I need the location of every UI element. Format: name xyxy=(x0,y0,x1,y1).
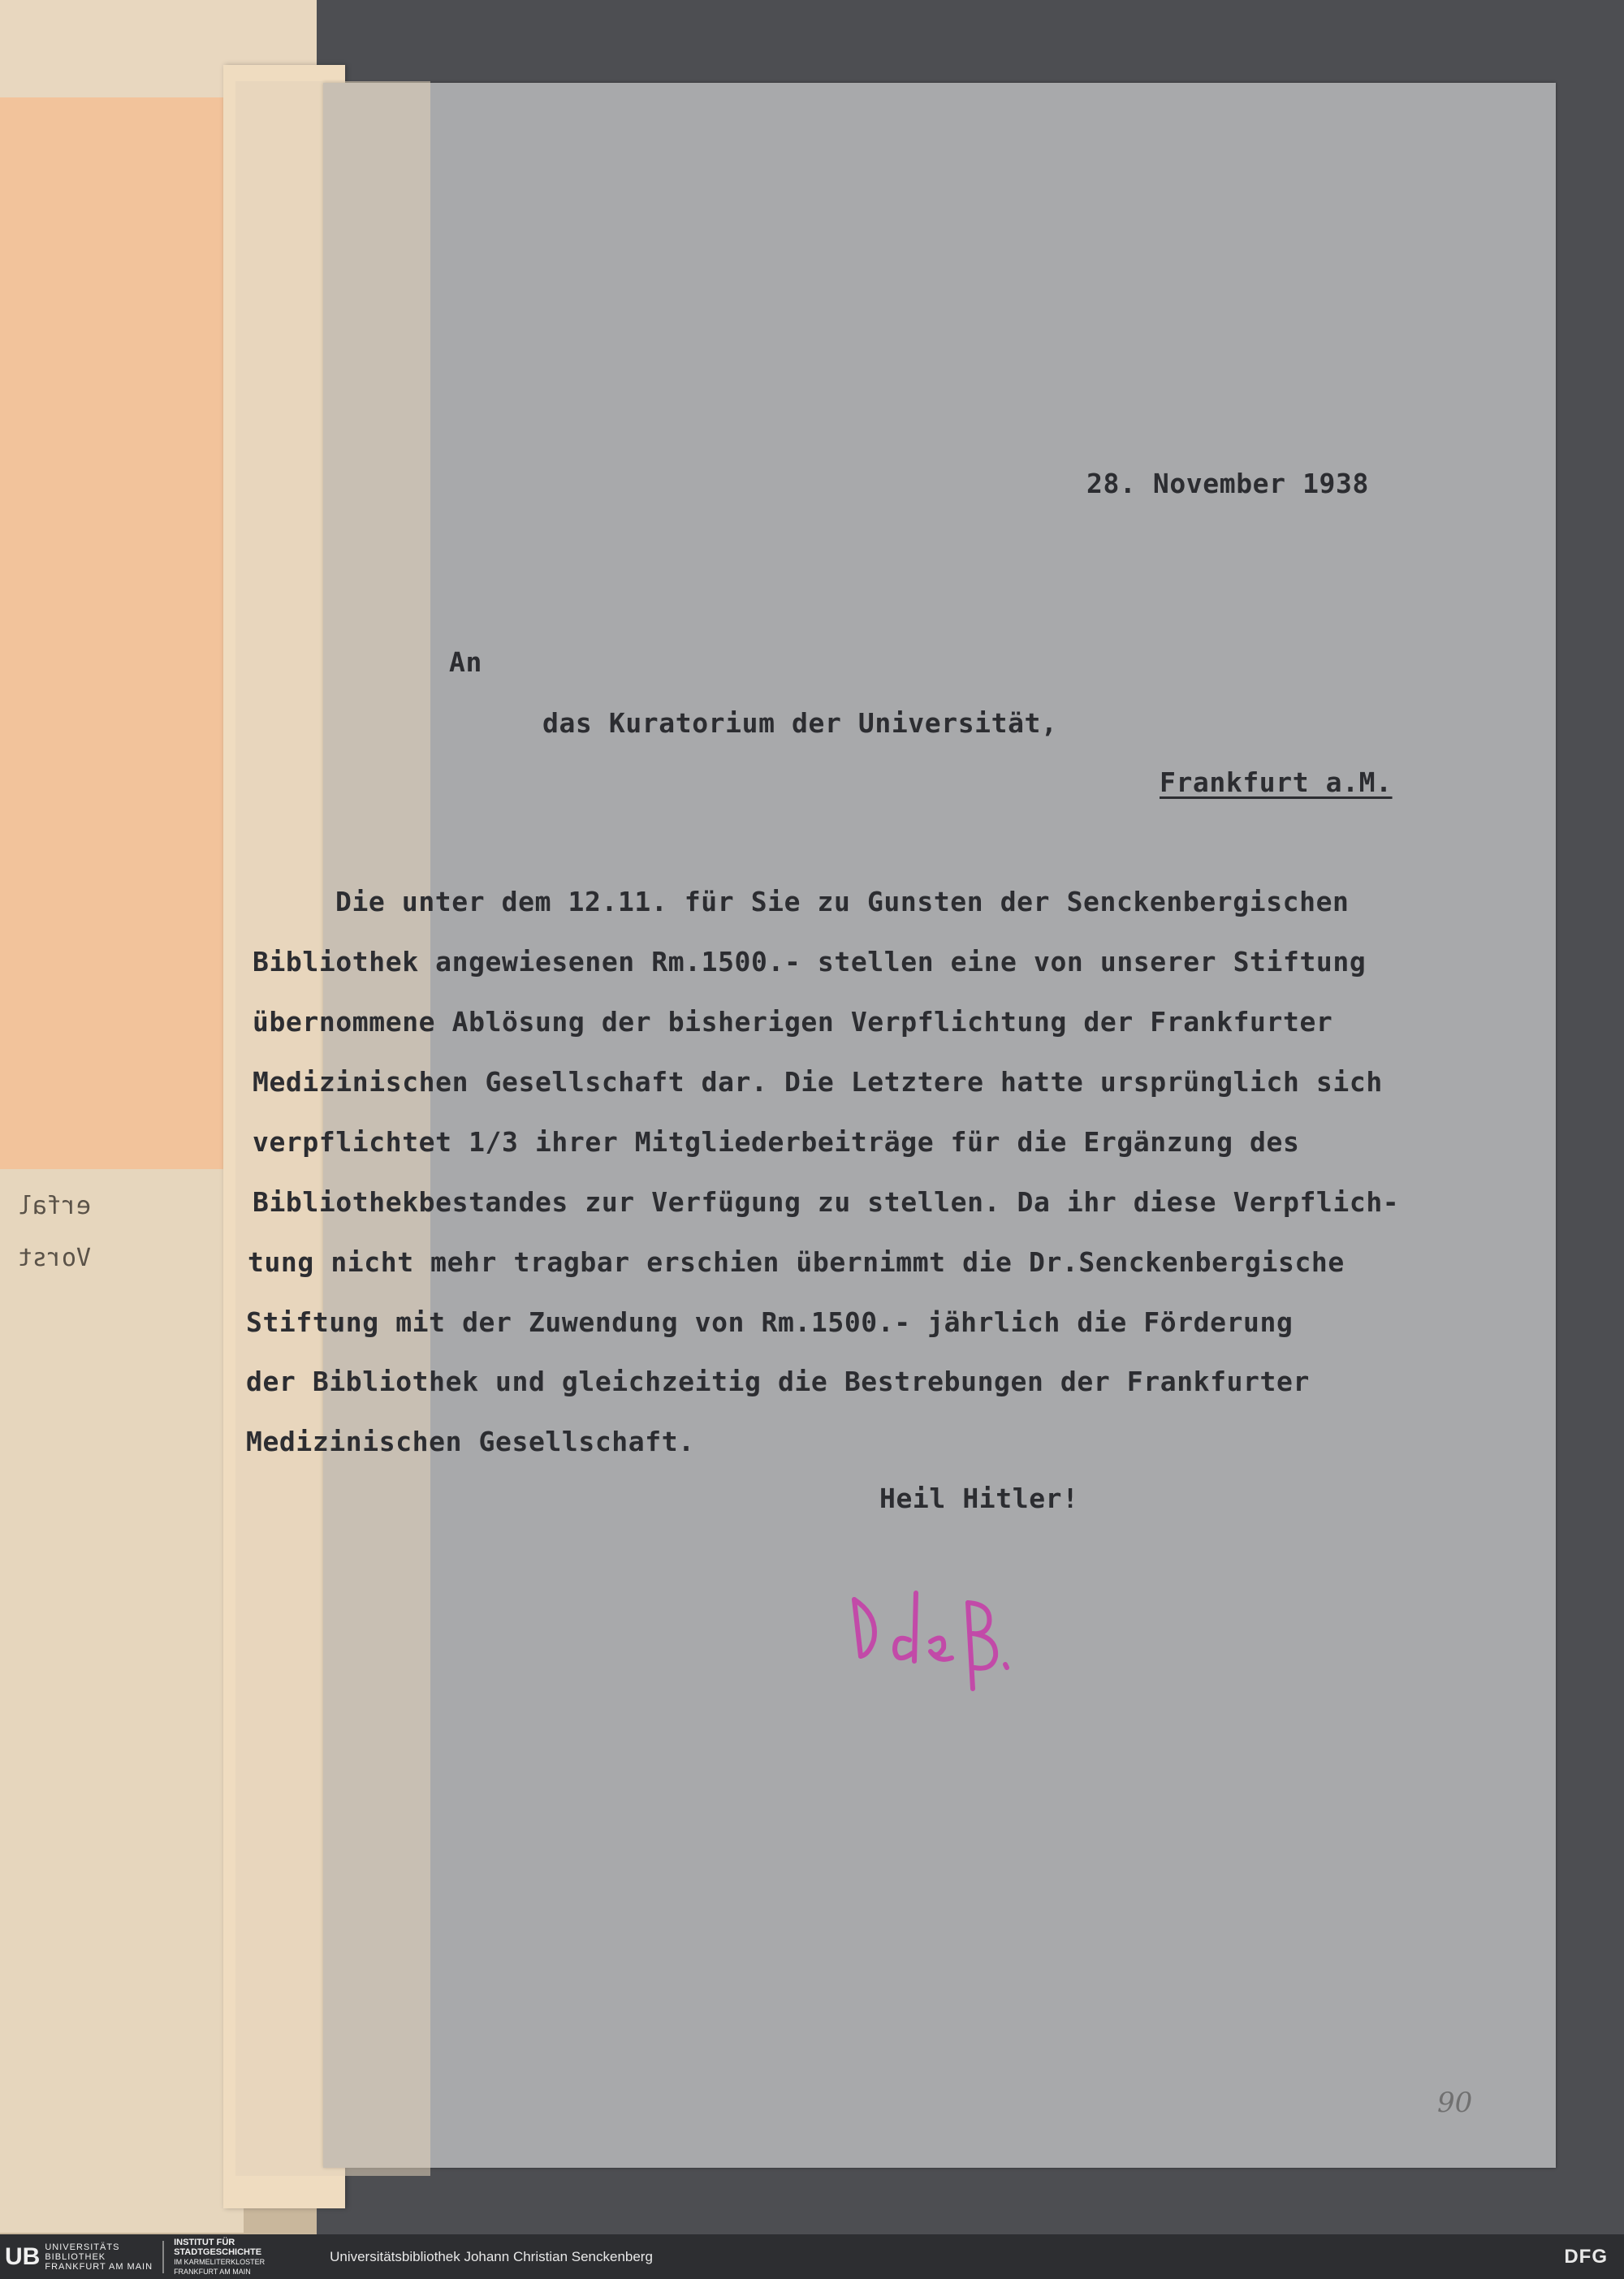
letter-date: 28. November 1938 xyxy=(1086,468,1369,499)
underlying-orange-sheet xyxy=(0,97,244,1185)
underlying-sheet xyxy=(0,1169,244,2233)
footer-bar xyxy=(0,2234,1624,2279)
body-line: tung nicht mehr tragbar erschien übernimmt die Dr.Senckenbergische xyxy=(248,1246,1345,1278)
body-line: Medizinischen Gesellschaft dar. Die Letztere hatte ursprünglich sich xyxy=(253,1066,1383,1098)
ub-name-line: FRANKFURT AM MAIN xyxy=(45,2261,153,2272)
isg-line: FRANKFURT AM MAIN xyxy=(174,2267,251,2276)
letter-page xyxy=(323,83,1556,2168)
body-line: Medizinischen Gesellschaft. xyxy=(246,1426,695,1457)
recipient-city: Frankfurt a.M. xyxy=(1160,766,1393,798)
body-line: übernommene Ablösung der bisherigen Verpflichtung der Frankfurter xyxy=(253,1006,1333,1038)
ub-logo xyxy=(5,2242,153,2272)
isg-line: INSTITUT FÜR xyxy=(174,2237,235,2247)
body-line: Stiftung mit der Zuwendung von Rm.1500.- jährlich die Förderung xyxy=(246,1306,1294,1338)
isg-line: IM KARMELITERKLOSTER xyxy=(174,2257,266,2266)
page-number: 90 xyxy=(1437,2087,1473,2119)
ub-name-line: UNIVERSITÄTS xyxy=(45,2242,120,2252)
body-line: verpflichtet 1/3 ihrer Mitgliederbeiträge für die Ergänzung des xyxy=(253,1126,1300,1158)
footer-caption: Universitätsbibliothek Johann Christian Senckenberg xyxy=(330,2248,653,2264)
isg-line: STADTGESCHICHTE xyxy=(174,2247,262,2257)
ub-mark: UB xyxy=(5,2242,41,2270)
salutation-to: An xyxy=(449,646,482,678)
body-line: Bibliothekbestandes zur Verfügung zu stellen. Da ihr diese Verpflich- xyxy=(253,1186,1400,1218)
recipient: das Kuratorium der Universität, xyxy=(542,707,1058,739)
mirrored-fragment: Vorst xyxy=(17,1244,91,1272)
dfg-logo: DFG xyxy=(1564,2246,1608,2268)
ub-name-line: BIBLIOTHEK xyxy=(45,2251,106,2262)
closing: Heil Hitler! xyxy=(879,1483,1079,1514)
handwritten-signature xyxy=(846,1583,1065,1697)
footer-divider xyxy=(162,2241,164,2273)
body-line: Bibliothek angewiesenen Rm.1500.- stellen eine von unserer Stiftung xyxy=(253,946,1367,978)
body-line: Die unter dem 12.11. für Sie zu Gunsten der Senckenbergischen xyxy=(335,886,1350,917)
mirrored-fragment: erfal xyxy=(17,1192,91,1220)
body-line: der Bibliothek und gleichzeitig die Bestrebungen der Frankfurter xyxy=(246,1366,1310,1397)
isg-logo xyxy=(174,2238,265,2277)
